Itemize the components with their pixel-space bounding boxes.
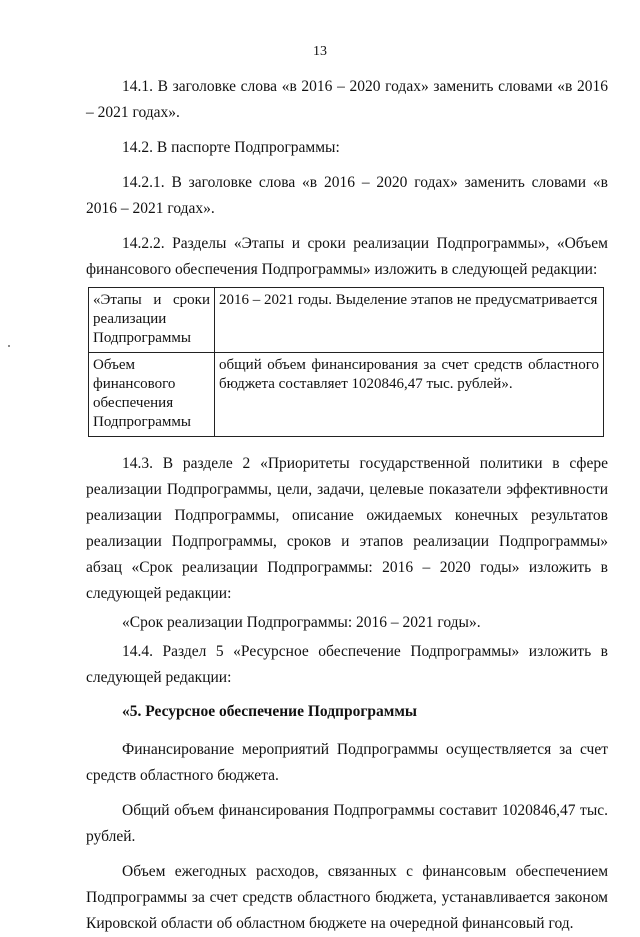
row-value: 2016 – 2021 годы. Выделение этапов не предусматривается (215, 288, 604, 353)
paragraph-financing: Финансирование мероприятий Подпрограммы осуществляется за счет средств областного бюджета. (86, 741, 608, 784)
paragraph-14-2-1: 14.2.1. В заголовке слова «в 2016 – 2020 годах» заменить словами «в 2016 – 2021 годах». (86, 174, 608, 217)
document-body (86, 74, 608, 937)
page-number: 13 (313, 44, 327, 59)
table-row (89, 353, 604, 437)
row-label: Объем финансового обеспечения Подпрограммы (89, 353, 215, 437)
paragraph-annual-expenses: Объем ежегодных расходов, связанных с финансовым обеспечением Подпрограммы за счет средств областного бюджета, устанавливается законом Кировской области об областном бюджете на очередной финансовый год. (86, 863, 608, 932)
paragraph-total-volume: Общий объем финансирования Подпрограммы составит 1020846,47 тыс. рублей. (86, 802, 608, 845)
row-label: «Этапы и сроки реализации Подпрограммы (89, 288, 215, 353)
scan-speck (8, 345, 10, 347)
paragraph-14-4: 14.4. Раздел 5 «Ресурсное обеспечение Подпрограммы» изложить в следующей редакции: (86, 643, 608, 686)
paragraph-term-quote: «Срок реализации Подпрограммы: 2016 – 2021 годы». (122, 614, 481, 631)
paragraph-14-3: 14.3. В разделе 2 «Приоритеты государственной политики в сфере реализации Подпрограммы, цели, задачи, целевые показатели эффективности реализации Подпрограммы, описание ожидаемых конечных результатов реализации Подпрограммы, сроков и этапов реализации Подпрограммы» абзац «Срок реализации Подпрограммы: 2016 – 2020 годы» изложить в следующей редакции: (86, 455, 608, 602)
paragraph-14-1: 14.1. В заголовке слова «в 2016 – 2020 годах» заменить словами «в 2016 – 2021 годах». (86, 78, 608, 121)
table-row (89, 288, 604, 353)
paragraph-14-2-2: 14.2.2. Разделы «Этапы и сроки реализации Подпрограммы», «Объем финансового обеспечения Подпрограммы» изложить в следующей редакции: (86, 235, 608, 278)
passport-table (88, 287, 604, 437)
paragraph-14-2: 14.2. В паспорте Подпрограммы: (122, 139, 340, 156)
section-heading: «5. Ресурсное обеспечение Подпрограммы (122, 703, 417, 720)
row-value: общий объем финансирования за счет средств областного бюджета составляет 1020846,47 тыс. рублей». (215, 353, 604, 437)
